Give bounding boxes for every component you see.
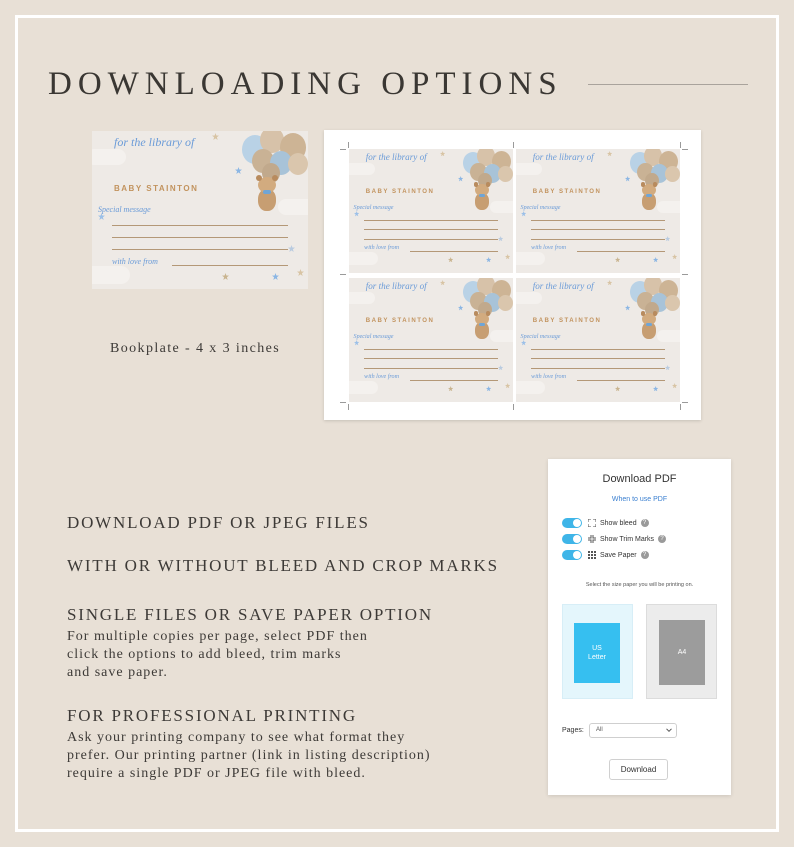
sheet-card [516, 278, 680, 402]
bear-bowtie [479, 323, 485, 326]
star-icon [498, 365, 503, 370]
feature-heading-bleed: WITH OR WITHOUT BLEED AND CROP MARKS [67, 556, 499, 575]
library-text: for the library of [532, 152, 594, 163]
crop-mark [340, 274, 346, 275]
writing-line [364, 220, 498, 221]
feature-desc-line: prefer. Our printing partner (link in listing description) [67, 748, 431, 763]
cloud-decoration [516, 381, 545, 395]
writing-line [112, 237, 288, 238]
option-label: Save Paper [600, 551, 637, 559]
crop-mark [682, 149, 688, 150]
option-save-paper[interactable] [562, 549, 649, 561]
writing-line [531, 239, 665, 240]
star-icon [212, 133, 219, 140]
writing-line [172, 265, 288, 266]
expand-icon [588, 519, 596, 527]
pages-select[interactable] [589, 723, 677, 738]
teddy-bear-ear [256, 175, 262, 181]
paper-size-a4[interactable] [646, 604, 717, 699]
show-trim-marks-toggle[interactable] [562, 534, 582, 544]
star-icon [288, 245, 295, 252]
option-show-bleed[interactable] [562, 517, 649, 529]
library-text: for the library of [365, 281, 427, 292]
star-icon [607, 280, 612, 285]
star-icon [521, 211, 526, 216]
paper-size-us-letter[interactable] [562, 604, 633, 699]
writing-line [410, 380, 498, 381]
feature-desc-line: require a single PDF or JPEG file with bleed. [67, 766, 366, 781]
baby-name: BABY STAINTON [532, 189, 602, 196]
bear-bowtie [646, 194, 652, 197]
writing-line [364, 368, 498, 369]
star-icon [354, 211, 359, 216]
special-message-label: Special message [520, 205, 561, 212]
balloon-decoration [665, 295, 680, 312]
writing-line [531, 358, 665, 359]
star-icon [486, 257, 491, 262]
writing-line [531, 229, 665, 230]
page-title: DOWNLOADING OPTIONS [48, 66, 563, 102]
star-icon [607, 151, 612, 156]
feature-heading-professional: FOR PROFESSIONAL PRINTING [67, 706, 357, 725]
star-icon [653, 257, 658, 262]
feature-desc-line: and save paper. [67, 665, 168, 680]
balloon-decoration [498, 295, 513, 312]
option-label: Show bleed [600, 519, 637, 527]
star-icon [625, 305, 630, 310]
teddy-bear-ear [474, 182, 479, 187]
cloud-decoration [657, 330, 680, 342]
title-divider [588, 84, 748, 85]
option-label: Show Trim Marks [600, 535, 655, 543]
crop-icon [588, 535, 596, 543]
paper-size-thumb [574, 623, 620, 683]
crop-mark [513, 404, 514, 410]
when-to-use-pdf-link[interactable]: When to use PDF [611, 496, 668, 503]
baby-name: BABY STAINTON [365, 318, 435, 325]
special-message-label: Special message [520, 334, 561, 341]
writing-line [531, 220, 665, 221]
crop-mark [680, 142, 681, 148]
chevron-down-icon [666, 727, 672, 733]
bookplate-size-caption: Bookplate - 4 x 3 inches [110, 341, 281, 356]
show-bleed-toggle[interactable] [562, 518, 582, 528]
sheet-card [349, 149, 513, 273]
with-love-from-label: with love from [531, 244, 566, 251]
cloud-decoration [657, 201, 680, 213]
cloud-decoration [349, 292, 375, 304]
help-icon[interactable]: ? [641, 551, 649, 559]
special-message-label: Special message [353, 205, 394, 212]
star-icon [672, 254, 677, 259]
bear-bowtie [646, 323, 652, 326]
cloud-decoration [349, 381, 378, 395]
feature-desc-line: Ask your printing company to see what format they [67, 730, 406, 745]
feature-desc-line: click the options to add bleed, trim marks [67, 647, 342, 662]
star-icon [625, 176, 630, 181]
teddy-bear-ear [641, 182, 646, 187]
cloud-decoration [516, 163, 542, 175]
pages-select-value: All [596, 727, 603, 733]
teddy-bear-ear [272, 175, 278, 181]
writing-line [112, 225, 288, 226]
crop-mark [680, 404, 681, 410]
star-icon [235, 167, 242, 174]
star-icon [615, 386, 620, 391]
feature-heading-download: DOWNLOAD PDF OR JPEG FILES [67, 513, 370, 532]
crop-mark [513, 142, 514, 148]
cloud-decoration [278, 199, 308, 215]
special-message-label: Special message [353, 334, 394, 341]
writing-line [577, 251, 665, 252]
writing-line [112, 249, 288, 250]
crop-mark [340, 402, 346, 403]
star-icon [222, 273, 229, 280]
crop-mark [340, 149, 346, 150]
star-icon [440, 280, 445, 285]
writing-line [410, 251, 498, 252]
with-love-from-label: with love from [364, 373, 399, 380]
star-icon [448, 386, 453, 391]
writing-line [364, 358, 498, 359]
star-icon [665, 236, 670, 241]
baby-name: BABY STAINTON [365, 189, 435, 196]
save-paper-sheet-preview [324, 130, 701, 420]
feature-desc-line: For multiple copies per page, select PDF then [67, 629, 368, 644]
sheet-card [516, 149, 680, 273]
cloud-decoration [516, 252, 545, 266]
teddy-bear-ear [486, 311, 491, 316]
download-button[interactable]: Download [609, 759, 668, 780]
star-icon [297, 269, 304, 276]
cloud-decoration [490, 201, 513, 213]
writing-line [364, 239, 498, 240]
library-text: for the library of [114, 135, 195, 149]
writing-line [364, 229, 498, 230]
cloud-decoration [349, 252, 378, 266]
paper-size-thumb [659, 620, 705, 685]
teddy-bear-ear [486, 182, 491, 187]
cloud-decoration [349, 163, 375, 175]
baby-name: BABY STAINTON [532, 318, 602, 325]
star-icon [486, 386, 491, 391]
teddy-bear-ear [474, 311, 479, 316]
star-icon [653, 386, 658, 391]
cloud-decoration [92, 266, 130, 284]
help-icon[interactable]: ? [658, 535, 666, 543]
writing-line [531, 349, 665, 350]
star-icon [272, 273, 279, 280]
star-icon [98, 213, 105, 220]
star-icon [440, 151, 445, 156]
star-icon [505, 254, 510, 259]
star-icon [498, 236, 503, 241]
writing-line [364, 349, 498, 350]
sheet-card [349, 278, 513, 402]
paper-size-label: Letter [588, 654, 606, 661]
star-icon [665, 365, 670, 370]
crop-mark [348, 142, 349, 148]
balloon-decoration [288, 153, 308, 175]
star-icon [354, 340, 359, 345]
writing-line [577, 380, 665, 381]
grid-icon [588, 551, 596, 559]
library-text: for the library of [532, 281, 594, 292]
cloud-decoration [92, 149, 126, 165]
cloud-decoration [490, 330, 513, 342]
balloon-decoration [665, 166, 680, 183]
paper-size-hint: Select the size paper you will be printing on. [585, 582, 694, 588]
star-icon [521, 340, 526, 345]
star-icon [448, 257, 453, 262]
star-icon [672, 383, 677, 388]
paper-size-label: A4 [677, 649, 687, 656]
bookplate-preview [92, 131, 308, 289]
save-paper-toggle[interactable] [562, 550, 582, 560]
balloon-decoration [498, 166, 513, 183]
feature-heading-save-paper: SINGLE FILES OR SAVE PAPER OPTION [67, 605, 433, 624]
with-love-from-label: with love from [531, 373, 566, 380]
cloud-decoration [516, 292, 542, 304]
star-icon [615, 257, 620, 262]
crop-mark [682, 274, 688, 275]
library-text: for the library of [365, 152, 427, 163]
special-message-label: Special message [98, 205, 151, 214]
star-icon [505, 383, 510, 388]
crop-mark [348, 404, 349, 410]
download-pdf-dialog [548, 459, 731, 795]
bear-bowtie [479, 194, 485, 197]
teddy-bear-ear [653, 182, 658, 187]
bear-bowtie [263, 190, 271, 194]
crop-mark [682, 402, 688, 403]
option-show-trim-marks[interactable] [562, 533, 666, 545]
help-icon[interactable]: ? [641, 519, 649, 527]
dialog-title: Download PDF [602, 473, 677, 485]
baby-name: BABY STAINTON [114, 184, 199, 193]
with-love-from-label: with love from [364, 244, 399, 251]
teddy-bear-ear [653, 311, 658, 316]
writing-line [531, 368, 665, 369]
paper-size-label: US [592, 645, 602, 652]
star-icon [458, 176, 463, 181]
star-icon [458, 305, 463, 310]
pages-label: Pages: [562, 727, 584, 734]
teddy-bear-ear [641, 311, 646, 316]
with-love-from-label: with love from [112, 257, 158, 266]
